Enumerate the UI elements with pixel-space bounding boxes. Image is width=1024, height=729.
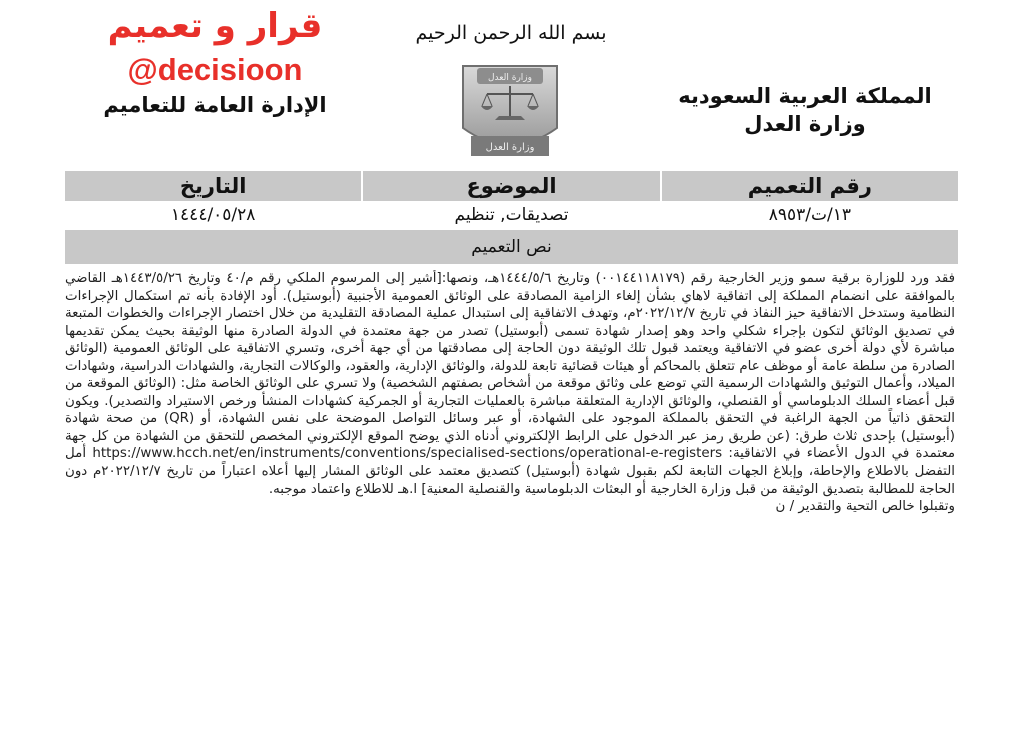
circular-number-header: رقم التعميم	[661, 171, 958, 201]
meta-values-row	[65, 201, 958, 229]
circular-meta-table	[65, 171, 958, 229]
emblem-top-text: وزارة العدل	[488, 73, 532, 83]
brand-title: قرار و تعميم	[107, 6, 323, 46]
emblem-bottom-text: وزارة العدل	[485, 142, 535, 153]
body-paragraph: فقد ورد للوزارة برقية سمو وزير الخارجية رقم (٠٠١٤٤١١٨١٧٩) وتاريخ ١٤٤٤/٥/٦هـ، ونصها:[أشير إلى المرسوم الملكي رقم م/٤٠ وتاريخ ١٤٤٣/٥/٢٦هـ القاضي بالموافقة على انضمام المملكة إلى اتفاقية لاهاي بشأن إلغاء الزامية المصادقة على الوثائق العمومية الأجنبية (أبوستيل). أود الإفادة بأنه تم استكمال الإجراءات النظامية وستدخل الاتفاقية حيز النفاذ في تاريخ ٢٠٢٢/١٢/٧م، وتهدف الاتفاقية إلى استبدال عملية المصادقة التقليدية من خلال اختصار الإجراءات والخطوات المتبعة في تصديق الوثائق لتكون بإجراء شكلي واحد وهو إصدار شهادة تسمى (أبوستيل) تصدر من جهة معتمدة في الدولة الصادرة منها الوثيقة بحيث يمكن تقديمها مباشرة لأي دولة أخرى عضو في الاتفاقية ويعتمد قبول تلك الوثيقة دون الحاجة إلى مصادقتها من أي جهة أخرى، وتسري الاتفاقية على الوثائق العمومية (الوثائق الصادرة من سلطة عامة أو موظف عام تتعلق بالمحاكم أو هيئات قضائية تابعة للدولة، والوثائق الإدارية، والعقود، والوكالات التجارية، والشهادات الدراسية، وشهادات الميلاد، وأعمال التوثيق والشهادات الرسمية التي توضع على وثائق موقعة من أشخاص بصفتهم الشخصية) ولا تسري على الوثائق الخاصة مثل: (الوثائق الموقعة من قبل أعضاء السلك الدبلوماسي أو القنصلي، والوثائق الإدارية المتعلقة مباشرة بالعمليات التجارية أو الجمركية كشهادات المنشأ ورخص الاستيراد والتصدير). ويكون التحقق ذاتياً من الجهة الراغبة في التحقق بالمملكة الموجود على الشهادة، أو عبر وسائل التواصل الموضحة على نفس الشهادة، أو (QR) من صحة شهادة (أبوستيل) بإحدى ثلاث طرق: (عن طريق رمز عبر الدخول على الرابط الإلكتروني أدناه الذي يوضح الموقع الإلكتروني المخصص للتحقق من الشهادة من كل جهة معتمدة في الدول الأعضاء في الاتفاقية: https://www.hcch.net/en/instruments/conventions/specialised-sections/operational-e-registers أمل التفضل بالاطلاع والإحاطة، وإبلاغ الجهات التابعة لكم بقبول شهادة (أبوستيل) كتصديق معتمد على الوثائق المشار إليها أعلاه اعتباراً من تاريخ ٢٠٢٢/١٢/٧م دون الحاجة للمطالبة بتصديق الوثيقة من قبل وزارة الخارجية أو البعثات الدبلوماسية والقنصلية المعنية] ا.هـ للاطلاع واعتماد موجبه.	[65, 271, 955, 497]
date-header: التاريخ	[65, 171, 362, 201]
subject-header: الموضوع	[362, 171, 660, 201]
ministry-name: وزارة العدل	[744, 112, 866, 136]
basmala: بسم الله الرحمن الرحيم	[415, 22, 607, 44]
meta-header-row	[65, 171, 958, 201]
subject-value: تصديقات, تنظيم	[362, 201, 660, 229]
brand-handle: @decisioon	[127, 52, 303, 87]
closing-line: وتقبلوا خالص التحية والتقدير / ن	[775, 499, 955, 515]
date-value: ١٤٤٤/٠٥/٢٨	[170, 205, 256, 225]
brand-department: الإدارة العامة للتعاميم	[103, 93, 327, 117]
circular-body	[65, 270, 955, 620]
body-title: نص التعميم	[65, 230, 958, 264]
kingdom-name: المملكة العربية السعوديه	[678, 84, 932, 108]
circular-number-value: ١٣/ت/٨٩٥٣	[661, 201, 958, 229]
ministry-of-justice-emblem-icon	[455, 58, 565, 160]
